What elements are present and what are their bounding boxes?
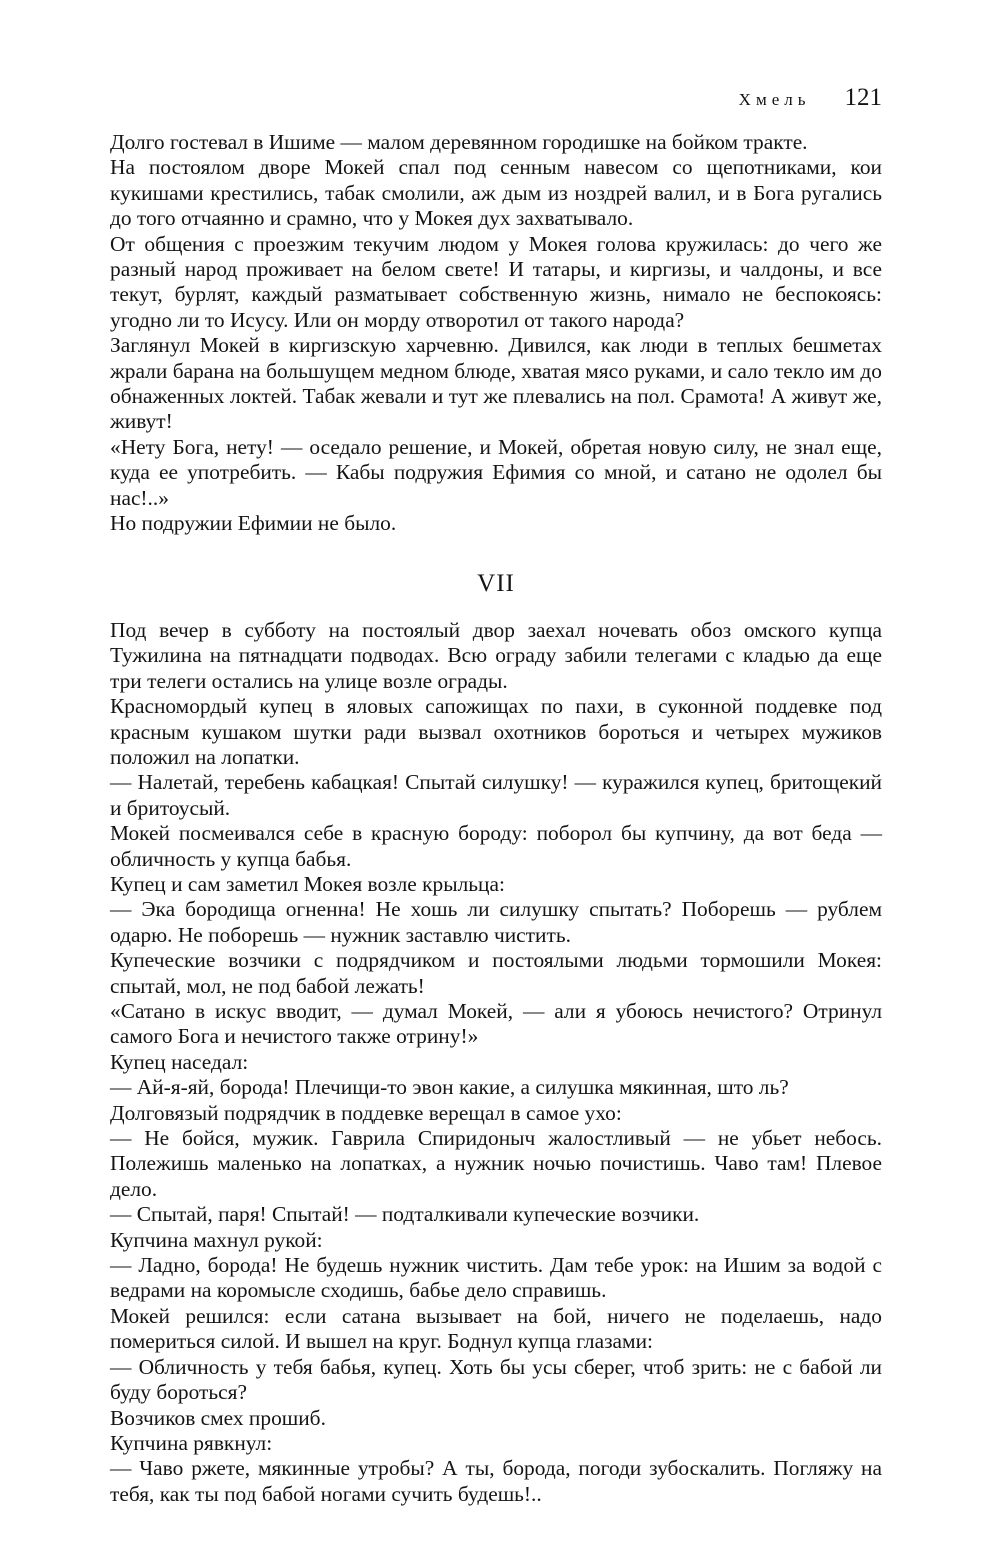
paragraph: От общения с проезжим текучим людом у Мокея голова кружилась: до чего же разный народ проживает на белом свете! И татары, и киргизы, и чалдоны, и все текут, бурлят, каждый разматывает собственную жизнь, нимало не беспокоясь: угодно ли то Исусу. Или он морду отворотил от такого народа? bbox=[110, 231, 882, 332]
paragraph: — Ай-я-яй, борода! Плечищи-то эвон какие, а силушка мякинная, што ль? bbox=[110, 1075, 789, 1100]
paragraph: «Нету Бога, нету! — оседало решение, и Мокей, обретая новую силу, не знал еще, куда ее употребить. — Кабы подружия Ефимия со мной, и сатано не одолел бы нас!..» bbox=[110, 434, 882, 510]
paragraph: Купец и сам заметил Мокея возле крыльца: bbox=[110, 871, 505, 896]
page-number: 121 bbox=[844, 84, 882, 111]
paragraph: Долго гостевал в Ишиме — малом деревянном городишке на бойком тракте. bbox=[110, 130, 808, 154]
section-1 bbox=[110, 130, 882, 537]
paragraph: — Эка бородища огненна! Не хошь ли силушку спытать? Поборешь — рублем одарю. Не поборешь — нужник заставлю чистить. bbox=[110, 897, 882, 947]
paragraph: Под вечер в субботу на постоялый двор заехал ночевать обоз омского купца Тужилина на пятнадцати подводах. Всю ограду забили телегами с кладью да еще три телеги остались на улице возле ограды. bbox=[110, 617, 882, 693]
paragraph: Мокей посмеивался себе в красную бороду: поборол бы купчину, да вот беда — обличность у купца бабья. bbox=[110, 821, 882, 871]
paragraph: На постоялом дворе Мокей спал под сенным навесом со щепотниками, кои кукишами крестились, табак смолили, аж дым из ноздрей валил, и в Бога ругались до того отчаянно и срамно, что у Мокея дух захватывало. bbox=[110, 155, 882, 231]
paragraph: Купчина махнул рукой: bbox=[110, 1227, 323, 1252]
paragraph: Купец наседал: bbox=[110, 1049, 249, 1074]
paragraph: Возчиков смех прошиб. bbox=[110, 1405, 326, 1430]
running-title: Хмель bbox=[738, 90, 811, 109]
paragraph: Заглянул Мокей в киргизскую харчевню. Дивился, как люди в теплых бешметах жрали барана на большущем медном блюде, хватая мясо руками, и сало текло им до обнаженных локтей. Табак жевали и тут же плевались на пол. Срамота! А живут же, живут! bbox=[110, 333, 882, 434]
paragraph: — Спытай, паря! Спытай! — подталкивали купеческие возчики. bbox=[110, 1202, 700, 1227]
chapter-heading: VII bbox=[477, 569, 515, 597]
paragraph: — Чаво ржете, мякинные утробы? А ты, борода, погоди зубоскалить. Погляжу на тебя, как ты под бабой ногами сучить будешь!.. bbox=[110, 1456, 882, 1506]
paragraph: Купеческие возчики с подрядчиком и постоялыми людьми тормошили Мокея: спытай, мол, не под бабой лежать! bbox=[110, 948, 882, 998]
paragraph: — Не бойся, мужик. Гаврила Спиридоныч жалостливый — не убьет небось. Полежишь маленько на лопатках, а нужник ночью почистишь. Чаво там! Плевое дело. bbox=[110, 1126, 882, 1201]
paragraph: Долговязый подрядчик в поддевке верещал в самое ухо: bbox=[110, 1100, 622, 1125]
text-block bbox=[110, 130, 882, 1507]
paragraph: Но подружии Ефимии не было. bbox=[110, 511, 397, 536]
paragraph: — Обличность у тебя бабья, купец. Хоть бы усы сберег, чтоб зрить: не с бабой ли буду бороться? bbox=[110, 1354, 882, 1405]
section-2 bbox=[110, 618, 882, 1507]
paragraph: Мокей решился: если сатана вызывает на бой, ничего не поделаешь, надо помериться силой. И вышел на круг. Боднул купца глазами: bbox=[110, 1303, 882, 1354]
running-head bbox=[110, 84, 882, 114]
paragraph: — Налетай, теребень кабацкая! Спытай силушку! — куражился купец, бритощекий и бритоусый. bbox=[110, 770, 882, 820]
paragraph: — Ладно, борода! Не будешь нужник чистить. Дам тебе урок: на Ишим за водой с ведрами на коромысле сходишь, бабье дело справишь. bbox=[110, 1253, 882, 1303]
paragraph: «Сатано в искус вводит, — думал Мокей, — али я убоюсь нечистого? Отринул самого Бога и нечистого также отрину!» bbox=[110, 999, 882, 1049]
paragraph: Красномордый купец в яловых сапожищах по пахи, в суконной поддевке под красным кушаком шутки ради вызвал охотников бороться и четырех мужиков положил на лопатки. bbox=[110, 694, 882, 769]
paragraph: Купчина рявкнул: bbox=[110, 1430, 273, 1455]
